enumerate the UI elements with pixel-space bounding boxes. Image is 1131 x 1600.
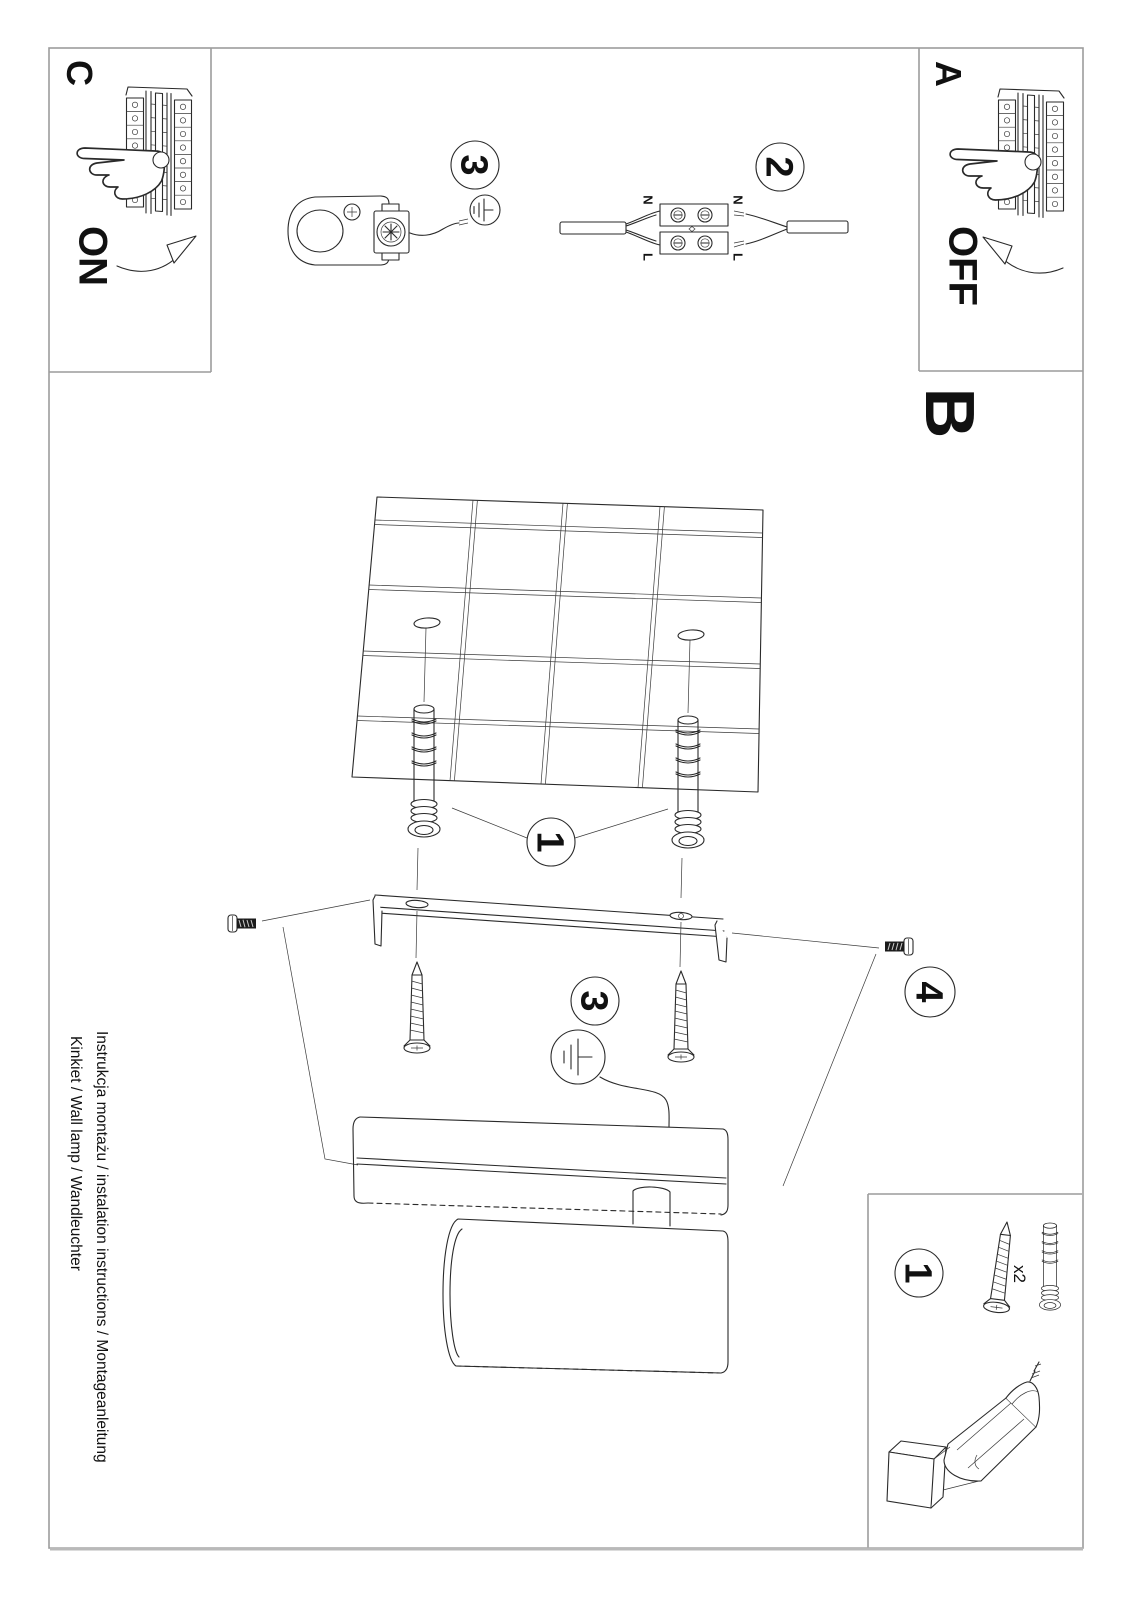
label-neutral-right: N (730, 195, 746, 205)
kit-box (887, 1220, 1061, 1508)
drill-hole-right (678, 629, 705, 641)
earth-symbol-icon (470, 195, 500, 225)
earth-symbol-icon (551, 1030, 605, 1084)
terminal-block-bottom (660, 232, 728, 254)
section-letter-a: A (928, 61, 970, 87)
section-letter-b: B (910, 387, 989, 439)
callout-wall-plugs (452, 808, 668, 866)
manual-title-line1: Instrukcja montażu / instalation instructions / Montageanleitung (93, 1031, 110, 1463)
callout-ground-main-number: 3 (572, 990, 615, 1012)
lamp-head (443, 1219, 728, 1373)
drill-hole-left (414, 617, 441, 629)
breaker-toggle (1025, 154, 1041, 170)
mounting-screw-right (668, 971, 694, 1062)
breaker-toggle (153, 152, 169, 168)
pressing-hand-icon (77, 148, 164, 199)
callout-kit-number: 1 (896, 1262, 939, 1284)
panel-c-breaker-on (59, 60, 196, 286)
drill-icon (887, 1362, 1041, 1508)
wall-plug-right (672, 716, 704, 848)
earth-connection-main (551, 977, 669, 1127)
earth-terminal-detail (288, 141, 500, 265)
ground-wire (410, 223, 459, 235)
cable-right (787, 221, 848, 233)
wall-lamp (353, 1117, 728, 1373)
label-live-left: L (640, 253, 656, 261)
section-letter-c: C (59, 60, 101, 86)
callout-wall-plugs-number: 1 (528, 831, 571, 853)
kit-quantity-label: x2 (1009, 1265, 1029, 1283)
ground-wire (600, 1077, 669, 1127)
wall-plug-left (408, 705, 440, 837)
pressing-hand-icon (950, 149, 1037, 200)
manual-title-line2: Kinkiet / Wall lamp / Wandleuchter (67, 1036, 84, 1271)
kit-wall-plug (1039, 1223, 1060, 1310)
label-neutral-left: N (640, 195, 656, 205)
terminal-block-top (660, 204, 728, 226)
label-live-right: L (730, 253, 746, 261)
footer-titles (67, 1031, 110, 1463)
lamp-backplate (353, 1117, 728, 1215)
callout-side-screws-number: 4 (907, 981, 950, 1003)
callout-connector: 2 (757, 156, 800, 178)
callout-ground-top: 3 (452, 154, 495, 176)
panel-a-breaker-off (928, 61, 1064, 306)
switch-on-arrow-icon (117, 236, 196, 271)
terminal-block-detail (560, 143, 848, 261)
switch-off-arrow-icon (983, 237, 1063, 273)
on-label: ON (70, 226, 115, 286)
lamp-joint (633, 1187, 670, 1226)
cable-left (560, 222, 626, 234)
mounting-screw-left (404, 962, 430, 1053)
off-label: OFF (940, 226, 985, 306)
